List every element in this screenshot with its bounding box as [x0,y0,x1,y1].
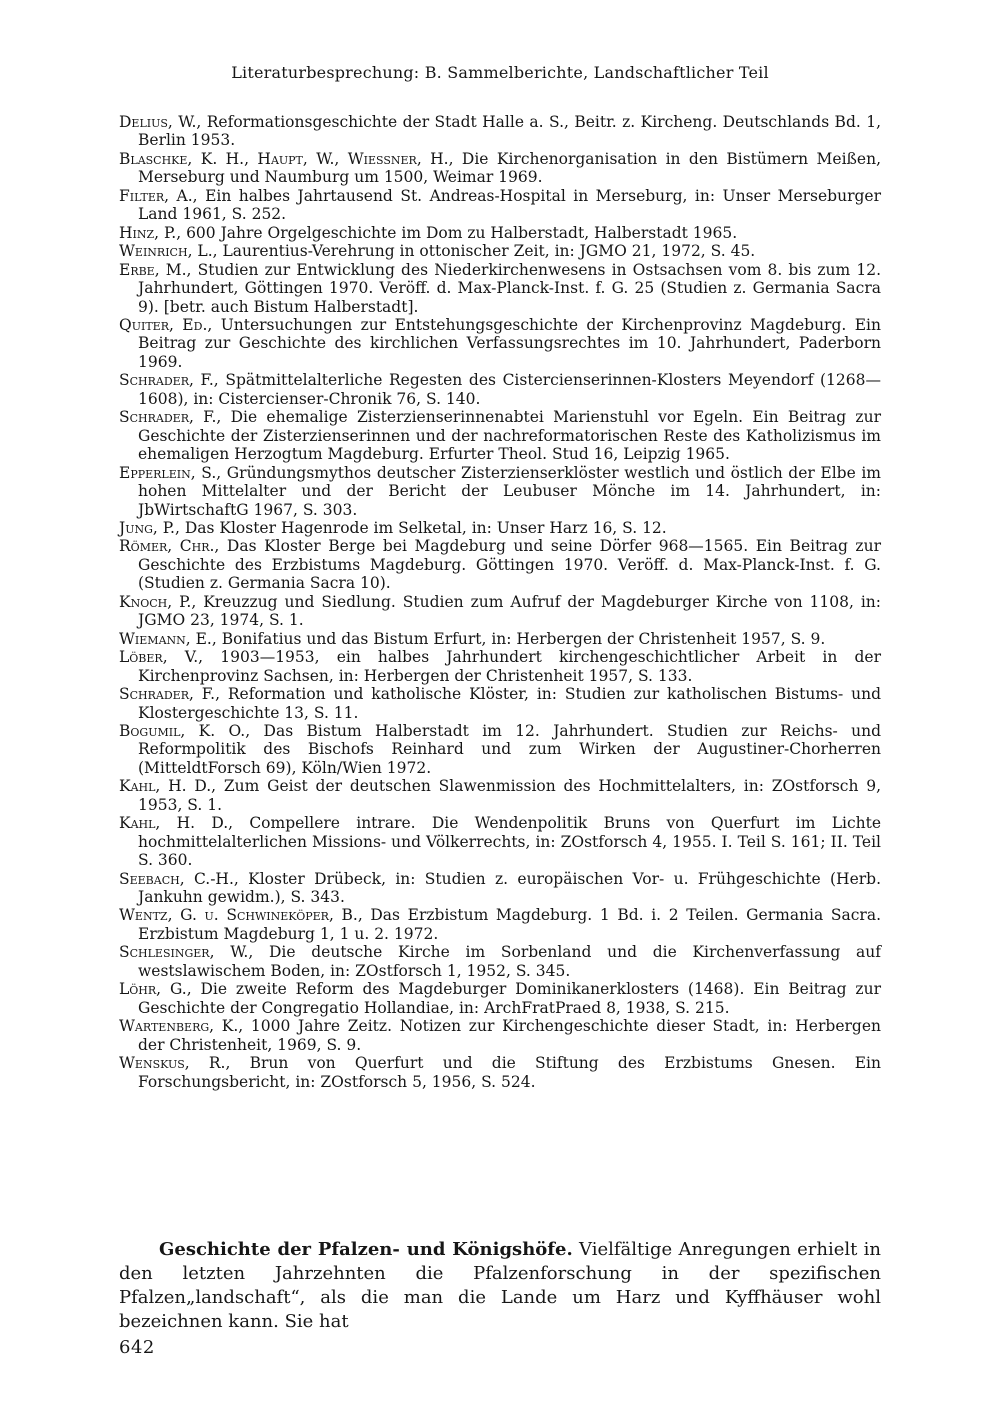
bibliography-entry [119,722,881,777]
bibliography-entry [119,150,881,187]
section-heading: Geschichte der Pfalzen- und Königshöfe. [159,1239,573,1260]
bibliography-list [119,113,881,1091]
page-number: 642 [119,1337,155,1358]
bibliography-entry [119,1017,881,1054]
entry-text: Die zweite Reform des Magdeburger Dominikanerklosters (1468). Ein Beitrag zur Geschichte der Congregatio Hollandiae, in: ArchFratPraed 8, 1938, S. 215. [138,980,881,1017]
running-header: Literaturbesprechung: B. Sammelberichte, Landschaftlicher Teil [231,63,769,82]
bibliography-entry [119,593,881,630]
bibliography-entry [119,261,881,316]
entry-author: Kahl, H. D., [119,777,217,796]
entry-text: Kreuzzug und Siedlung. Studien zum Aufruf der Magdeburger Kirche von 1108, in: JGMO 23, 1974, S. 1. [138,592,881,630]
bibliography-entry [119,224,881,242]
entry-text: Reformationsgeschichte der Stadt Halle a. S., Beitr. z. Kircheng. Deutschlands Bd. 1, Berlin 1953. [138,113,881,150]
entry-text: Laurentius-Verehrung in ottonischer Zeit, in: JGMO 21, 1972, S. 45. [217,242,756,261]
entry-author: Bogumil, K. O., [119,721,251,740]
bibliography-entry [119,648,881,685]
entry-text: Reformation und katholische Klöster, in: Studien zur katholischen Bistums- und Klostergeschichte 13, S. 11. [138,685,881,722]
entry-author: Hinz, P., [119,223,182,242]
entry-author: Weinrich, L., [119,242,218,261]
entry-author: Schrader, F., [119,371,219,390]
entry-text: Das Erzbistum Magdeburg. 1 Bd. i. 2 Teilen. Germania Sacra. Erzbistum Magdeburg 1, 1 u. 2. 1972. [138,906,881,943]
bibliography-entry [119,814,881,869]
entry-text: Das Kloster Hagenrode im Selketal, in: Unser Harz 16, S. 12. [179,518,667,537]
entry-author: Schrader, F., [119,408,222,427]
entry-text: Untersuchungen zur Entstehungsgeschichte der Kirchenprovinz Magdeburg. Ein Beitrag zur Geschichte des kirchlichen Verfassungsrechtes im 10. Jahrhundert, Paderborn 1969. [138,315,881,371]
bibliography-entry [119,777,881,814]
bibliography-entry [119,464,881,519]
entry-author: Quiter, Ed., [119,315,213,334]
entry-author: Seebach, C.-H., [119,869,239,888]
bibliography-entry [119,537,881,592]
entry-author: Löhr, G., [119,980,192,999]
entry-text: Kloster Drübeck, in: Studien z. europäischen Vor- u. Frühgeschichte (Herb. Jankuhn gewidm.), S. 343. [138,869,881,907]
entry-author: Schlesinger, W., [119,943,254,962]
bibliography-entry [119,906,881,943]
entry-author: Kahl, H. D., [119,814,234,833]
entry-text: Die deutsche Kirche im Sorbenland und die Kirchenverfassung auf westslawischem Boden, in: ZOstforsch 1, 1952, S. 345. [138,943,881,980]
bibliography-entry [119,943,881,980]
entry-author: Erbe, M., [119,260,192,279]
entry-author: Wiemann, E., [119,629,217,648]
entry-author: Schrader, F., [119,685,220,704]
entry-author: Jung, P., [119,518,180,537]
entry-text: Studien zur Entwicklung des Niederkirchenwesens in Ostsachsen vom 8. bis zum 12. Jahrhundert, Göttingen 1970. Veröff. d. Max-Planck-Inst. f. G. 25 (Studien z. Germania Sacra 9). [betr. auch Bistum Halberstadt]. [138,260,881,316]
entry-text: Spätmittelalterliche Regesten des Cistercienserinnen-Klosters Meyendorf (1268—1608), in: Cistercienser-Chronik 76, S. 140. [138,371,881,408]
entry-text: 600 Jahre Orgelgeschichte im Dom zu Halberstadt, Halberstadt 1965. [181,223,738,242]
bibliography-entry [119,371,881,408]
entry-author: Römer, Chr., [119,537,220,556]
bibliography-entry [119,980,881,1017]
entry-author: Blaschke, K. H., Haupt, W., Wiessner, H., [119,149,454,168]
bibliography-entry [119,242,881,260]
bibliography-entry [119,519,881,537]
entry-text: Bonifatius und das Bistum Erfurt, in: Herbergen der Christenheit 1957, S. 9. [216,629,826,648]
entry-text: 1000 Jahre Zeitz. Notizen zur Kirchengeschichte dieser Stadt, in: Herbergen der Christenheit, 1969, S. 9. [138,1017,881,1054]
bibliography-entry [119,870,881,907]
entry-text: Zum Geist der deutschen Slawenmission des Hochmittelalters, in: ZOstforsch 9, 1953, S. 1. [138,777,882,814]
entry-author: Delius, W., [119,113,202,131]
entry-author: Wenskus, R., [119,1054,231,1073]
bibliography-entry [119,113,881,150]
entry-text: Das Kloster Berge bei Magdeburg und seine Dörfer 968—1565. Ein Beitrag zur Geschichte des Erzbistums Magdeburg. Göttingen 1970. Veröff. d. Max-Planck-Inst. f. G. (Studien z. Germania Sacra 10). [138,537,881,593]
bibliography-entry [119,408,881,463]
entry-author: Knoch, P., [119,592,197,611]
entry-text: Die ehemalige Zisterzienserinnenabtei Marienstuhl vor Egeln. Ein Beitrag zur Geschichte der Zisterzienserinnen und der nachreformatorischen Reste des Katholizismus im ehemaligen Herzogtum Magdeburg. Erfurter Theol. Stud 16, Leipzig 1965. [138,408,881,464]
entry-author: Wentz, G. u. Schwineköper, B., [119,906,363,925]
entry-text: Gründungsmythos deutscher Zisterzienserklöster westlich und östlich der Elbe im hohen Mittelalter und der Bericht der Leubuser Mönche im 14. Jahrhundert, in: JbWirtschaftG 1967, S. 303. [138,463,881,519]
entry-author: Epperlein, S., [119,463,222,482]
entry-text: Brun von Querfurt und die Stiftung des Erzbistums Gnesen. Ein Forschungsbericht, in: ZOstforsch 5, 1956, S. 524. [138,1054,881,1091]
bibliography-entry [119,1054,881,1091]
entry-author: Löber, V., [119,648,204,667]
entry-text: Das Bistum Halberstadt im 12. Jahrhundert. Studien zur Reichs- und Reformpolitik des Bischofs Reinhard und zum Wirken der Augustiner-Chorherren (MitteldtForsch 69), Köln/Wien 1972. [138,721,882,777]
entry-text: 1903—1953, ein halbes Jahrhundert kirchengeschichtlicher Arbeit in der Kirchenprovinz Sachsen, in: Herbergen der Christenheit 1957, S. 133. [138,648,881,685]
bibliography-entry [119,187,881,224]
section-body: Vielfältige Anregungen erhielt in den letzten Jahrzehnten die Pfalzenforschung in der spezifischen Pfalzen„landschaft“, als die man die Lande um Harz und Kyffhäuser wohl bezeichnen kann. Sie hat [119,1239,881,1332]
bibliography-entry [119,316,881,371]
entry-text: Ein halbes Jahrtausend St. Andreas-Hospital in Merseburg, in: Unser Merseburger Land 1961, S. 252. [138,186,881,224]
entry-author: Filter, A., [119,186,198,205]
entry-text: Compellere intrare. Die Wendenpolitik Bruns von Querfurt im Lichte hochmittelalterlichen Missions- und Völkerrechts, in: ZOstforsch 4, 1955. I. Teil S. 161; II. Teil S. 360. [138,814,882,870]
bibliography-entry [119,630,881,648]
entry-text: Die Kirchenorganisation in den Bistümern Meißen, Merseburg und Naumburg um 1500, Weimar 1969. [138,149,881,187]
entry-author: Wartenberg, K., [119,1017,244,1036]
bibliography-entry [119,685,881,722]
section-paragraph [119,1238,881,1334]
